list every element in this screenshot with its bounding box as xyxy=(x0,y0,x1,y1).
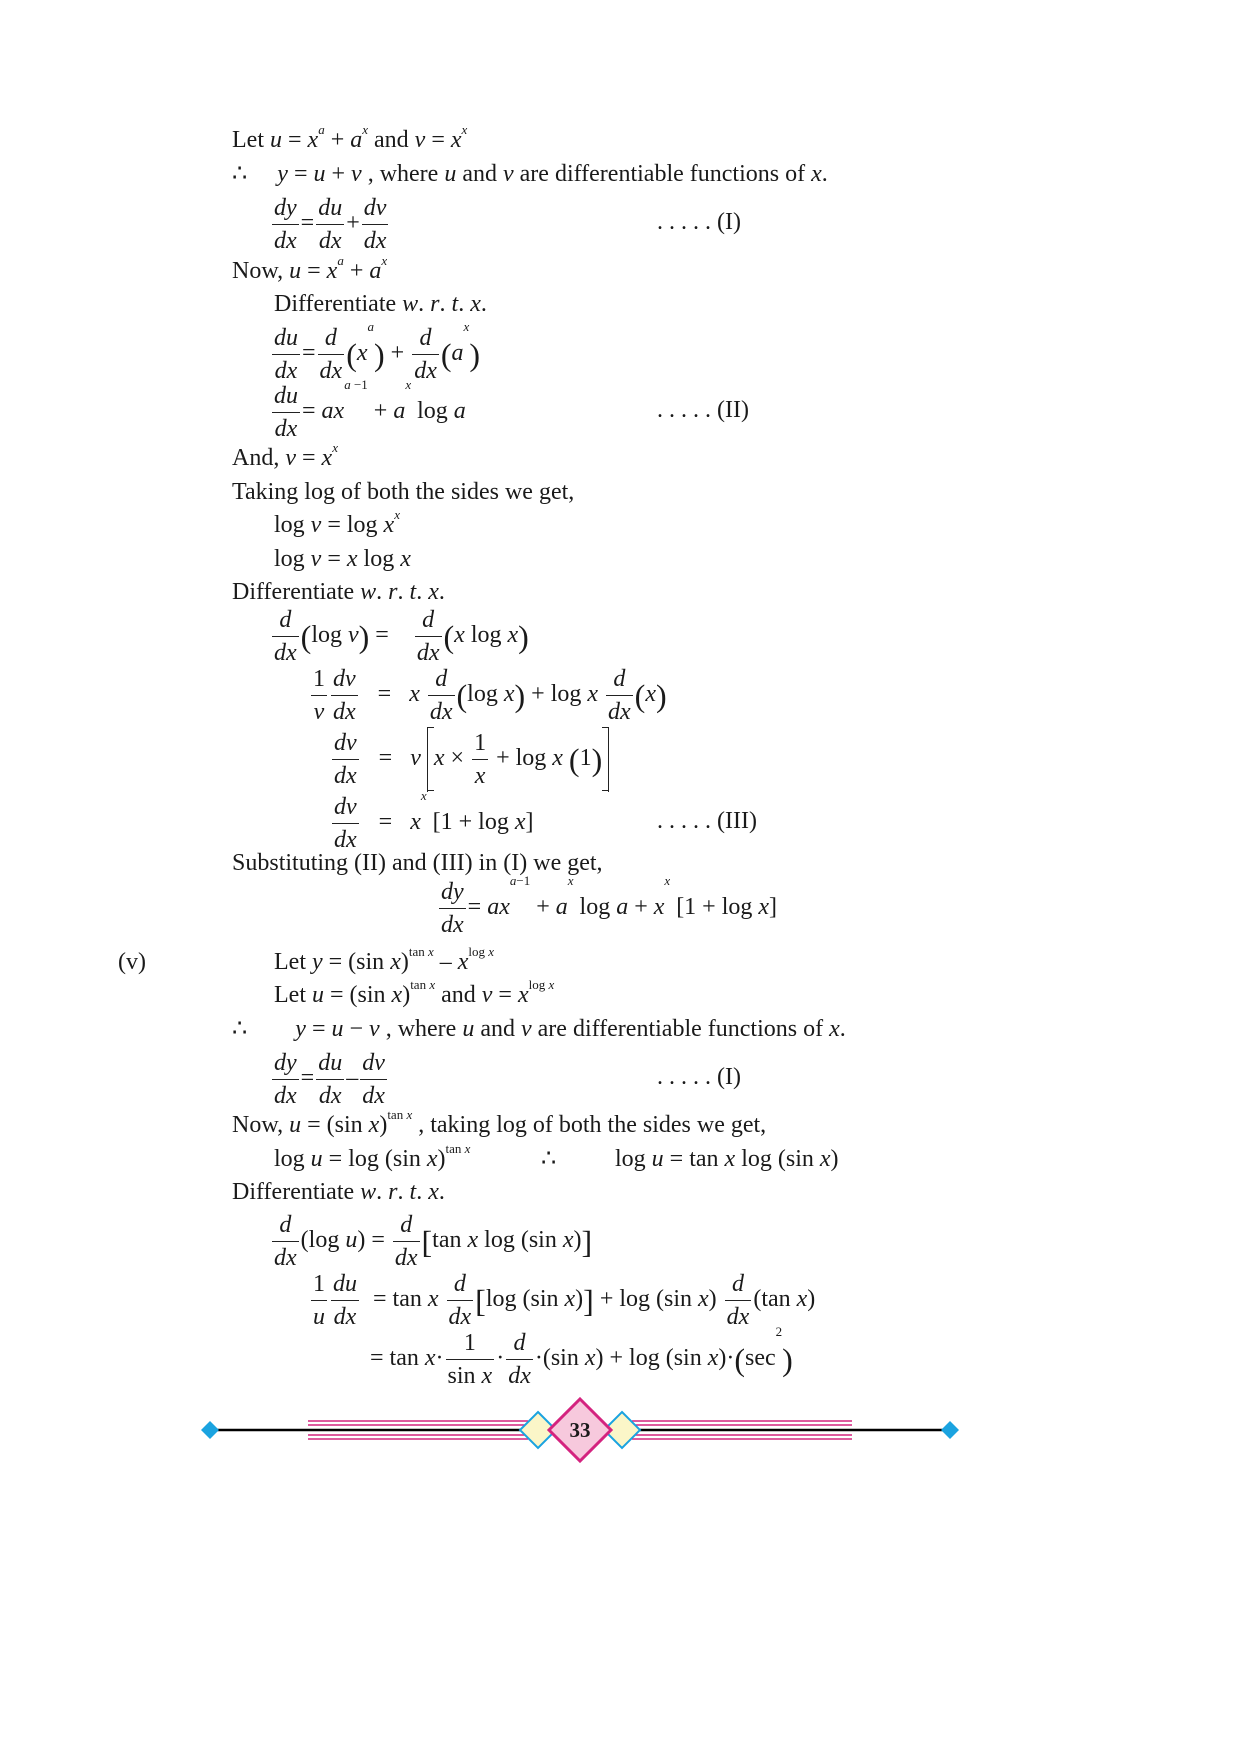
text-line: Let y = (sin $x)^{tan x} - x^{log x}$ xyxy=(274,944,495,975)
text-line: And, $v = x^x$ xyxy=(232,440,338,471)
equation: $\frac{1}{u}$ $\frac{du}{dx}$ = tan x $\frac{d}{dx}$ [log (sin x)] + log (sin x) $\frac{d}{dx}$ (tan x) xyxy=(309,1268,815,1333)
equation: $\frac{dy}{dx}$ = $\frac{du}{dx}$ – $\frac{dv}{dx}$ xyxy=(270,1047,389,1112)
footer-ornament xyxy=(0,1390,1241,1470)
page-number: 33 xyxy=(569,1418,591,1442)
therefore-symbol: ∴ xyxy=(541,1146,557,1172)
text-line: Differentiate w. r. t. x. xyxy=(232,579,445,605)
text-line: log u = log (sin x)$^{tan x}$ xyxy=(274,1141,471,1172)
text-line: Substituting (II) and (III) in (I) we get, xyxy=(232,850,603,876)
text-line: Let u = (sin x)$^{tan x}$ and $v = x^{log x}$ xyxy=(274,977,555,1008)
text-line: log v = x log x xyxy=(274,546,411,572)
equation: $\frac{dy}{dx}$ = $ax^{a-1} + a^x$ $\log a + x^x$ [1 + log x] xyxy=(441,873,778,938)
equation: $\frac{d}{dx}$ (log v) = $\frac{d}{dx}$ (x log x) xyxy=(270,604,529,669)
equation: $\frac{dv}{dx}$ = $x^x$ [1 + log x] xyxy=(334,788,534,853)
text-line: ∴ y = u − v , where u and v are differentiable functions of x. xyxy=(232,1016,846,1042)
equation: $\frac{d}{dx}$ (log u) = $\frac{d}{dx}$ [tan x log (sin x)] xyxy=(270,1209,592,1274)
text-line: Taking log of both the sides we get, xyxy=(232,479,575,505)
text-line: Now, $u = x^a + a^x$ xyxy=(232,253,388,284)
equation: = tan x· $\frac{1}{\text{sin x}}$ · $\frac{d}{dx}$ ·(sin x) + log (sin $x)\cdot(\sec^2)$ xyxy=(370,1324,793,1389)
text-line: Let $u = x^a + a^x$ and $v = x^x$ xyxy=(232,122,468,153)
text-line: Now, u = (sin x)$^{tan x}$ , taking log of both the sides we get, xyxy=(232,1107,767,1138)
text-line: ∴ y = u + v , where u and v are differentiable functions of x. xyxy=(232,161,828,187)
equation: $\frac{dv}{dx}$ = v x × $\frac{1}{x}$ + log x (1) xyxy=(330,727,609,792)
equation-label: . . . . . (I) xyxy=(657,1064,741,1090)
equation-label: . . . . . (I) xyxy=(657,209,741,235)
text-line: log u = tan x log (sin x) xyxy=(615,1146,839,1172)
equation-label: . . . . . (III) xyxy=(657,808,757,834)
part-label: (v) xyxy=(118,949,146,975)
equation-label: . . . . . (II) xyxy=(657,397,749,423)
equation: $\frac{1}{v}$ $\frac{dv}{dx}$ = x $\frac{d}{dx}$ (log x) + log x $\frac{d}{dx}$ (x) xyxy=(309,663,667,728)
equation: $\frac{du}{dx}$ = $ax^{a -1} + a^x$ log a xyxy=(274,377,466,442)
equation: $\frac{du}{dx}$ = $\frac{d}{dx}$ $(x^a)$ + $\frac{d}{dx}$ $(a^x)$ xyxy=(274,319,480,384)
text-line: Differentiate w. r. t. x. xyxy=(274,291,487,317)
equation: $\frac{dy}{dx}$ = $\frac{du}{dx}$ + $\frac{dv}{dx}$ xyxy=(270,192,390,257)
text-line: Differentiate w. r. t. x. xyxy=(232,1179,445,1205)
text-line: $\log v = \log x^x$ xyxy=(274,507,400,538)
